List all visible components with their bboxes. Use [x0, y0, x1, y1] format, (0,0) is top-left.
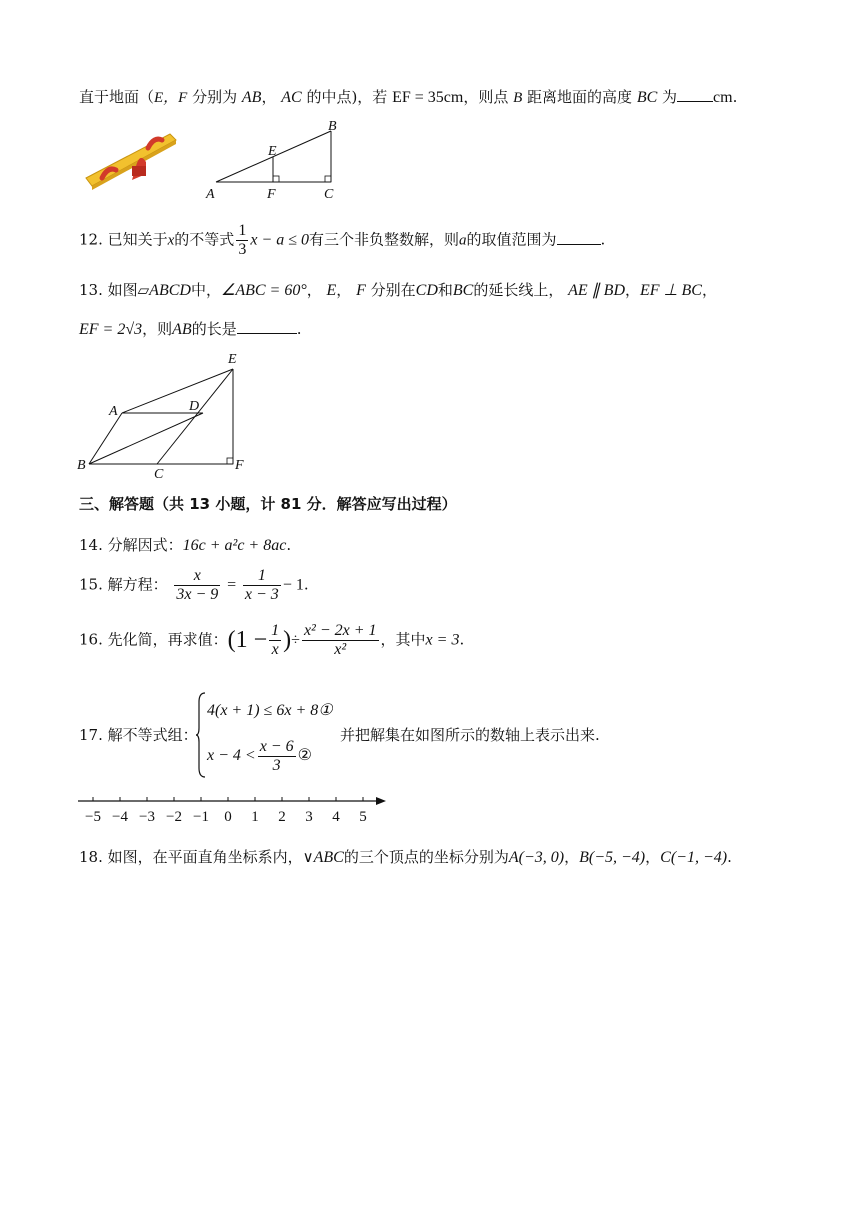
q11-part: 为 [657, 88, 678, 106]
parallelogram-symbol: ▱ [137, 281, 150, 299]
q13-angle: ∠ABC = 60° [220, 282, 307, 299]
seesaw-illustration [84, 126, 178, 192]
q13-text-line1 [79, 279, 717, 300]
q11-ab: AB [241, 89, 262, 106]
q13-part: 13. 如图 [79, 281, 138, 299]
number-line-label: −1 [193, 809, 209, 825]
number-line-label: 5 [359, 809, 367, 825]
label-F: F [267, 187, 276, 202]
q17-ineq2-mark: ② [297, 747, 312, 765]
q18-end: . [727, 848, 732, 866]
equals-sign: = [227, 576, 237, 594]
number-line-label: 4 [332, 809, 340, 825]
label-A: A [206, 187, 215, 202]
number-line-label: 0 [224, 809, 232, 825]
q12-expr: x − a ≤ 0 [250, 231, 309, 249]
q16-paren-open: (1 − [227, 627, 268, 653]
q16-fraction-1 [269, 622, 281, 659]
q13-part: 的长是 [191, 320, 237, 338]
q16-end: . [459, 630, 465, 649]
q12-text [79, 222, 605, 259]
label-F: F [235, 458, 244, 473]
q12-part: 的取值范围为 [466, 230, 557, 249]
fraction-numerator: 1 [238, 222, 247, 239]
q18-sep: ， [645, 848, 661, 866]
fraction-numerator: x² − 2x + 1 [303, 622, 377, 639]
q11-part: 分别为 [187, 88, 242, 106]
q13-part: 的延长线上， [473, 281, 569, 299]
q12-part: 有三个非负整数解，则 [309, 230, 460, 249]
fraction-denominator: x² [334, 641, 347, 658]
q18-point-a: A(−3, 0) [508, 849, 565, 866]
q11-part: 距离地面的高度 [522, 88, 637, 106]
q18-text [79, 846, 732, 867]
q13-ef-val: EF = 2√3 [79, 321, 143, 338]
q13-part: ， [336, 281, 357, 299]
label-A: A [109, 404, 118, 419]
q14-label: 14. 分解因式： [79, 536, 183, 554]
label-C: C [154, 467, 164, 480]
q18-sep: ， [564, 848, 580, 866]
q15-tail: − 1 [282, 576, 304, 594]
q17-ineq2-fraction [258, 738, 296, 775]
q16-cond: x = 3 [425, 631, 460, 649]
q13-part: 和 [437, 281, 453, 299]
q11-triangle-figure [200, 118, 350, 204]
fraction-denominator: 3 [238, 241, 247, 258]
q13-ae-bd: AE ∥ BD [568, 282, 625, 299]
fraction-numerator: x [174, 567, 220, 586]
q15-lhs-fraction [174, 567, 220, 604]
q13-part: 中， [190, 281, 221, 299]
system-brace [196, 692, 206, 778]
q11-b: B [513, 90, 523, 106]
q15-label: 15. 解方程： [79, 575, 168, 594]
label-B: B [328, 119, 337, 134]
number-line-label: 1 [251, 809, 259, 825]
q18-point-b: B(−5, −4) [579, 849, 646, 866]
label-C: C [324, 187, 334, 202]
divide-sign: ÷ [291, 631, 300, 649]
q12-x: x [167, 232, 175, 249]
q16-label: 16. 先化简，再求值： [79, 630, 228, 649]
q18-part: 18. 如图，在平面直角坐标系内，∨ [79, 848, 314, 866]
q13-end: . [296, 320, 302, 338]
q12-a: a [459, 232, 467, 249]
q16-fraction-2 [302, 622, 379, 659]
q13-parallelogram-figure [74, 348, 254, 480]
q13-part: ，则 [142, 320, 173, 338]
q11-ef-names: E，F [154, 90, 188, 106]
q13-part: 分别在 [365, 281, 416, 299]
q12-part: 12. 已知关于 [79, 230, 168, 249]
q12-part: 的不等式 [174, 230, 235, 249]
q13-ab: AB [172, 321, 192, 338]
q11-part: 的中点)，若 [301, 88, 393, 106]
q12-end: . [600, 230, 606, 249]
q11-bc: BC [636, 89, 658, 106]
answer-blank[interactable] [237, 321, 297, 334]
q11-part: ，则点 [463, 88, 514, 106]
q17-tail: 并把解集在如图所示的数轴上表示出来. [340, 726, 600, 744]
q13-bc: BC [452, 282, 474, 299]
section-heading: 三、解答题（共 13 小题，计 81 分．解答应写出过程） [79, 495, 457, 513]
answer-blank[interactable] [677, 89, 713, 102]
q13-e: E [326, 282, 337, 299]
q18-part: 的三个顶点的坐标分别为 [343, 848, 509, 866]
q14-expr: 16c + a²c + 8ac [182, 537, 287, 554]
q13-ef-bc: EF ⊥ BC [640, 282, 702, 299]
fraction-denominator: x [271, 641, 279, 658]
label-E: E [228, 352, 237, 367]
number-line-label: −5 [85, 809, 101, 825]
q16-text [79, 622, 464, 659]
q17-inequality-2 [207, 738, 312, 775]
q17-ineq2-lhs: x − 4 < [207, 747, 256, 765]
q11-ac: AC [281, 89, 302, 106]
q12-fraction [236, 222, 248, 259]
q11-period: . [732, 88, 738, 106]
q13-part: ， [306, 281, 327, 299]
fraction-denominator: x − 3 [244, 586, 279, 603]
q13-text-line2 [79, 318, 301, 339]
number-line-label: −2 [166, 809, 182, 825]
q11-unit: cm [713, 89, 733, 106]
number-line-label: 2 [278, 809, 286, 825]
q14-text [79, 534, 291, 555]
q15-text [79, 567, 309, 604]
q11-ef-eq: EF = 35cm [392, 89, 464, 106]
label-D: D [189, 399, 200, 414]
q13-part: ， [701, 281, 717, 299]
number-line [76, 790, 396, 826]
q15-end: . [303, 575, 309, 594]
q17-label: 17. 解不等式组： [79, 726, 198, 744]
number-line-label: 3 [305, 809, 313, 825]
q11-part: ， [261, 88, 282, 106]
q11-text [79, 86, 737, 107]
q16-paren-close: ) [283, 627, 292, 653]
q18-point-c: C(−1, −4) [660, 849, 728, 866]
label-B: B [77, 458, 86, 473]
q15-rhs-fraction [243, 567, 281, 604]
label-E: E [268, 144, 277, 159]
q13-part: ， [625, 281, 641, 299]
fraction-numerator: 1 [243, 567, 281, 586]
q11-part: 直于地面（ [79, 88, 155, 106]
q18-abc: ABC [313, 849, 344, 866]
fraction-denominator: 3x − 9 [176, 586, 219, 603]
q13-cd: CD [415, 282, 438, 299]
q13-f: F [356, 282, 366, 299]
fraction-numerator: 1 [271, 622, 280, 639]
q17-inequality-1: 4(x + 1) ≤ 6x + 8① [207, 702, 333, 719]
fraction-numerator: x − 6 [259, 738, 294, 755]
q14-end: . [286, 536, 292, 554]
answer-blank[interactable] [557, 232, 601, 245]
q16-part: ，其中 [380, 630, 426, 649]
fraction-denominator: 3 [272, 757, 281, 774]
number-line-label: −3 [139, 809, 155, 825]
number-line-label: −4 [112, 809, 128, 825]
q13-abcd: ABCD [149, 282, 191, 299]
